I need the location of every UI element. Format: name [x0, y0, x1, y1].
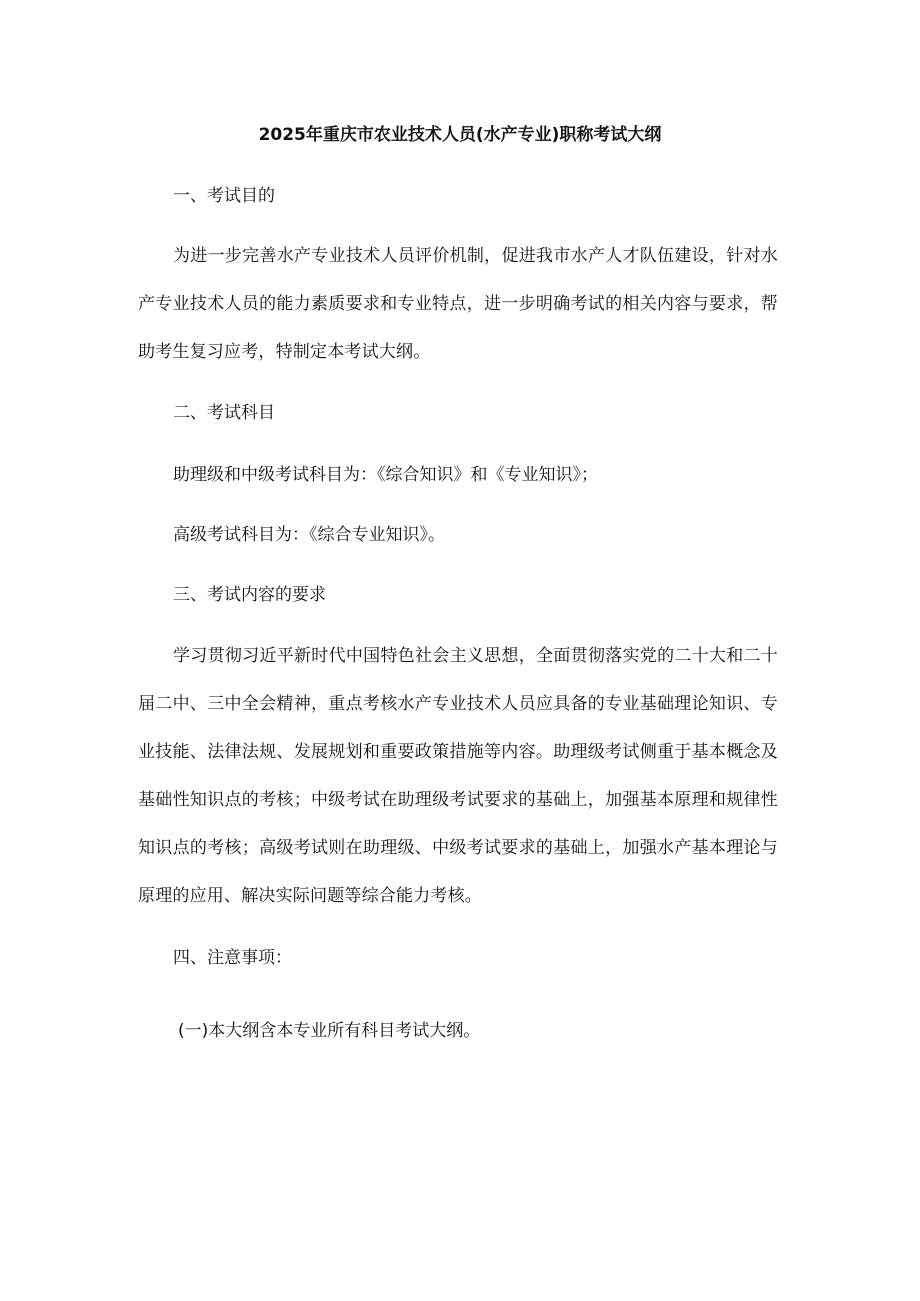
- section-paragraph-purpose: 为进一步完善水产专业技术人员评价机制，促进我市水产人才队伍建设，针对水产专业技术人员的能力素质要求和专业特点，进一步明确考试的相关内容与要求，帮助考生复习应考，特制定本考试大纲。: [138, 246, 778, 362]
- notes-item-1: (一)本大纲含本专业所有科目考试大纲。: [178, 1021, 481, 1041]
- section-heading-purpose: 一、考试目的: [173, 186, 275, 206]
- section-heading-content-requirements: 三、考试内容的要求: [173, 585, 326, 605]
- section-paragraph-content-requirements: 学习贯彻习近平新时代中国特色社会主义思想，全面贯彻落实党的二十大和二十届二中、三中全会精神，重点考核水产专业技术人员应具备的专业基础理论知识、专业技能、法律法规、发展规划和重要政策措施等内容。助理级考试侧重于基本概念及基础性知识点的考核；中级考试在助理级考试要求的基础上，加强基本原理和规律性知识点的考核；高级考试则在助理级、中级考试要求的基础上，加强水产基本理论与原理的应用、解决实际问题等综合能力考核。: [138, 646, 778, 906]
- section-heading-notes: 四、注意事项：: [173, 948, 292, 968]
- section-heading-subjects: 二、考试科目: [173, 403, 275, 423]
- subjects-line-senior: 高级考试科目为：《综合专业知识》。: [173, 525, 445, 545]
- document-title: 2025年重庆市农业技术人员(水产专业)职称考试大纲: [258, 125, 662, 145]
- subjects-line-assistant-intermediate: 助理级和中级考试科目为：《综合知识》和《专业知识》；: [173, 465, 598, 485]
